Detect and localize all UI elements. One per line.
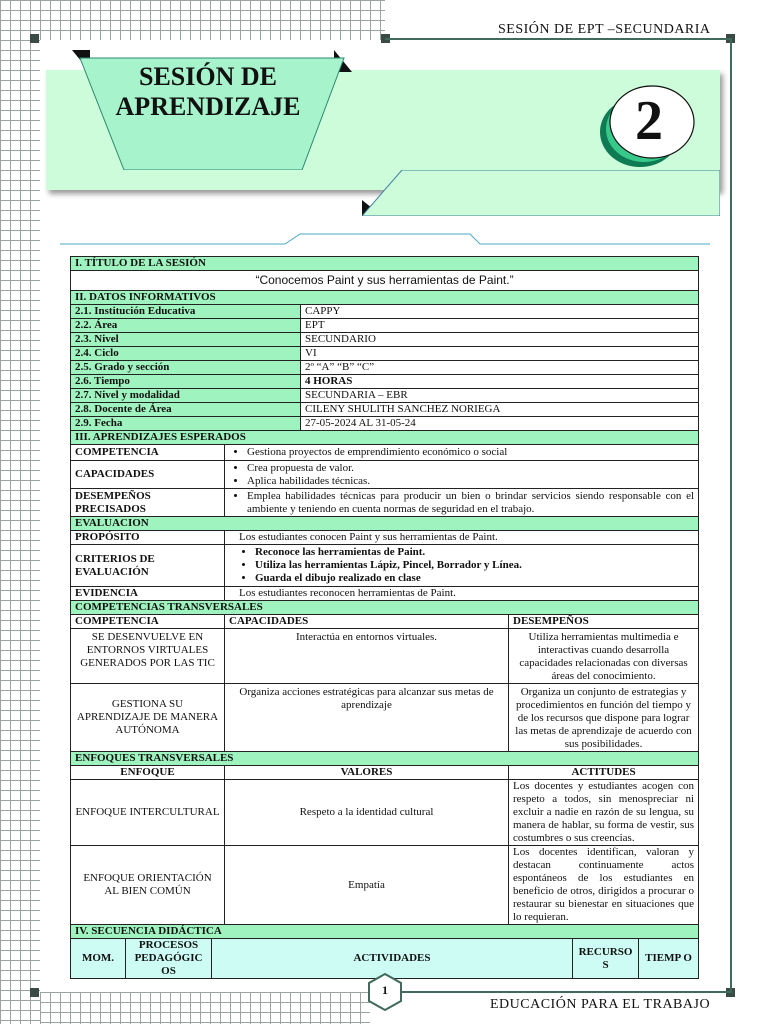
frame-right-line bbox=[730, 38, 732, 993]
session-table bbox=[70, 256, 699, 979]
criterio-item: • Guarda el dibujo realizado en clase bbox=[255, 572, 694, 585]
datos-label: 2.6. Tiempo bbox=[71, 375, 301, 389]
enfoque-actitud: Los docentes y estudiantes acogen con respeto a todos, sin menospreciar ni excluir a nadie en razón de su lengua, su manera de hablar, su forma de vestir, sus costumbres o sus creencias. bbox=[509, 780, 699, 846]
datos-value: VI bbox=[301, 347, 699, 361]
banner-tab bbox=[362, 170, 720, 216]
session-title: “Conocemos Paint y sus herramientas de Paint.” bbox=[71, 271, 699, 291]
grid-border-left bbox=[0, 0, 40, 1024]
section-secuencia: IV. SECUENCIA DIDÁCTICA bbox=[71, 925, 699, 939]
competencia-label: COMPETENCIA bbox=[71, 445, 225, 461]
capacidad-item: • Aplica habilidades técnicas. bbox=[247, 475, 694, 488]
frame-top-line bbox=[385, 38, 731, 40]
corner-square bbox=[30, 988, 39, 997]
section-enfoques: ENFOQUES TRANSVERSALES bbox=[71, 752, 699, 766]
trans-capacidad: Interactúa en entornos virtuales. bbox=[225, 629, 509, 684]
datos-value: SECUNDARIO bbox=[301, 333, 699, 347]
enfoque-name: ENFOQUE INTERCULTURAL bbox=[71, 780, 225, 846]
competencia-item: • Gestiona proyectos de emprendimiento económico o social bbox=[247, 446, 694, 459]
criterio-item: • Reconoce las herramientas de Paint. bbox=[255, 546, 694, 559]
proposito-label: PROPÓSITO bbox=[71, 531, 225, 545]
trans-capacidad: Organiza acciones estratégicas para alcanzar sus metas de aprendizaje bbox=[225, 684, 509, 752]
datos-label: 2.8. Docente de Área bbox=[71, 403, 301, 417]
page-number: 1 bbox=[382, 983, 388, 997]
criterios-label bbox=[71, 545, 225, 587]
evidencia-label: EVIDENCIA bbox=[71, 587, 225, 601]
enfoque-valor: Empatía bbox=[225, 846, 509, 925]
session-number: 2 bbox=[635, 90, 663, 152]
proposito-value: Los estudiantes conocen Paint y sus herramientas de Paint. bbox=[225, 531, 699, 545]
desempenos-label-line: DESEMPEÑOS bbox=[75, 489, 151, 502]
desempeno-cell bbox=[225, 489, 699, 517]
enfoque-actitud: Los docentes identifican, valoran y destacan continuamente actos espontáneos de los estudiantes en beneficio de otros, dirigidos a procurar o restaurar su bienestar en situaciones que lo requieran. bbox=[509, 846, 699, 925]
trans-competencia: SE DESENVUELVE EN ENTORNOS VIRTUALES GENERADOS POR LAS TIC bbox=[71, 629, 225, 684]
capacidades-label: CAPACIDADES bbox=[71, 461, 225, 489]
trans-header: CAPACIDADES bbox=[225, 615, 509, 629]
trans-header: COMPETENCIA bbox=[71, 615, 225, 629]
secuencia-header: RECURSO S bbox=[573, 939, 639, 979]
secuencia-header: PROCESOS PEDAGÓGIC OS bbox=[126, 939, 212, 979]
criterios-cell bbox=[225, 545, 699, 587]
datos-value: 4 HORAS bbox=[301, 375, 699, 389]
grid-border-bottom bbox=[40, 992, 370, 1024]
section-datos: II. DATOS INFORMATIVOS bbox=[71, 291, 699, 305]
enfoque-header: ACTITUDES bbox=[509, 766, 699, 780]
section-aprendizajes: III. APRENDIZAJES ESPERADOS bbox=[71, 431, 699, 445]
competencia-cell bbox=[225, 445, 699, 461]
datos-value: 2º “A” “B” “C” bbox=[301, 361, 699, 375]
enfoque-valor: Respeto a la identidad cultural bbox=[225, 780, 509, 846]
datos-value: EPT bbox=[301, 319, 699, 333]
criterio-item: • Utiliza las herramientas Lápiz, Pincel, Borrador y Línea. bbox=[255, 559, 694, 572]
section-title-label: I. TÍTULO DE LA SESIÓN bbox=[71, 257, 699, 271]
grid-border-top bbox=[40, 0, 385, 40]
secuencia-header: MOM. bbox=[71, 939, 126, 979]
trans-desempeno: Utiliza herramientas multimedia e interactivas cuando desarrolla capacidades relacionadas con diversas áreas del conocimiento. bbox=[509, 629, 699, 684]
title-line-1: SESIÓN DE bbox=[139, 62, 277, 91]
datos-label: 2.7. Nivel y modalidad bbox=[71, 389, 301, 403]
desempeno-item: • Emplea habilidades técnicas para producir un bien o brindar servicios siendo responsable con el ambiente y teniendo en cuenta normas de seguridad en el trabajo. bbox=[247, 490, 694, 516]
desempenos-label-line: PRECISADOS bbox=[75, 502, 146, 515]
datos-value: CAPPY bbox=[301, 305, 699, 319]
capacidad-item: • Crea propuesta de valor. bbox=[247, 462, 694, 475]
corner-square bbox=[30, 34, 39, 43]
enfoque-header: VALORES bbox=[225, 766, 509, 780]
datos-value: SECUNDARIA – EBR bbox=[301, 389, 699, 403]
trans-competencia: GESTIONA SU APRENDIZAJE DE MANERA AUTÓNOMA bbox=[71, 684, 225, 752]
secuencia-header: ACTIVIDADES bbox=[212, 939, 573, 979]
criterios-label-line: CRITERIOS DE bbox=[75, 552, 155, 565]
datos-label: 2.3. Nivel bbox=[71, 333, 301, 347]
trans-header: DESEMPEÑOS bbox=[509, 615, 699, 629]
section-evaluacion: EVALUACION bbox=[71, 517, 699, 531]
frame-bottom-line bbox=[400, 991, 730, 993]
secuencia-header: TIEMP O bbox=[639, 939, 699, 979]
datos-label: 2.1. Institución Educativa bbox=[71, 305, 301, 319]
evidencia-value: Los estudiantes reconocen herramientas de Paint. bbox=[225, 587, 699, 601]
datos-value: 27-05-2024 AL 31-05-24 bbox=[301, 417, 699, 431]
desempenos-label bbox=[71, 489, 225, 517]
header-text: SESIÓN DE EPT –SECUNDARIA bbox=[498, 22, 711, 37]
capacidades-cell bbox=[225, 461, 699, 489]
footer-text: EDUCACIÓN PARA EL TRABAJO bbox=[490, 997, 711, 1012]
section-competencias-transversales: COMPETENCIAS TRANSVERSALES bbox=[71, 601, 699, 615]
trans-desempeno: Organiza un conjunto de estrategias y procedimientos en función del tiempo y de los recursos que dispone para lograr las metas de aprendizaje de acuerdo con sus posibilidades. bbox=[509, 684, 699, 752]
enfoque-header: ENFOQUE bbox=[71, 766, 225, 780]
datos-label: 2.4. Ciclo bbox=[71, 347, 301, 361]
decorative-line bbox=[60, 232, 710, 248]
datos-label: 2.5. Grado y sección bbox=[71, 361, 301, 375]
datos-label: 2.2. Área bbox=[71, 319, 301, 333]
criterios-label-line: EVALUACIÓN bbox=[75, 565, 149, 578]
session-title-heading bbox=[88, 62, 328, 122]
datos-label: 2.9. Fecha bbox=[71, 417, 301, 431]
datos-value: CILENY SHULITH SANCHEZ NORIEGA bbox=[301, 403, 699, 417]
enfoque-name: ENFOQUE ORIENTACIÓN AL BIEN COMÚN bbox=[71, 846, 225, 925]
title-line-2: APRENDIZAJE bbox=[115, 92, 301, 121]
